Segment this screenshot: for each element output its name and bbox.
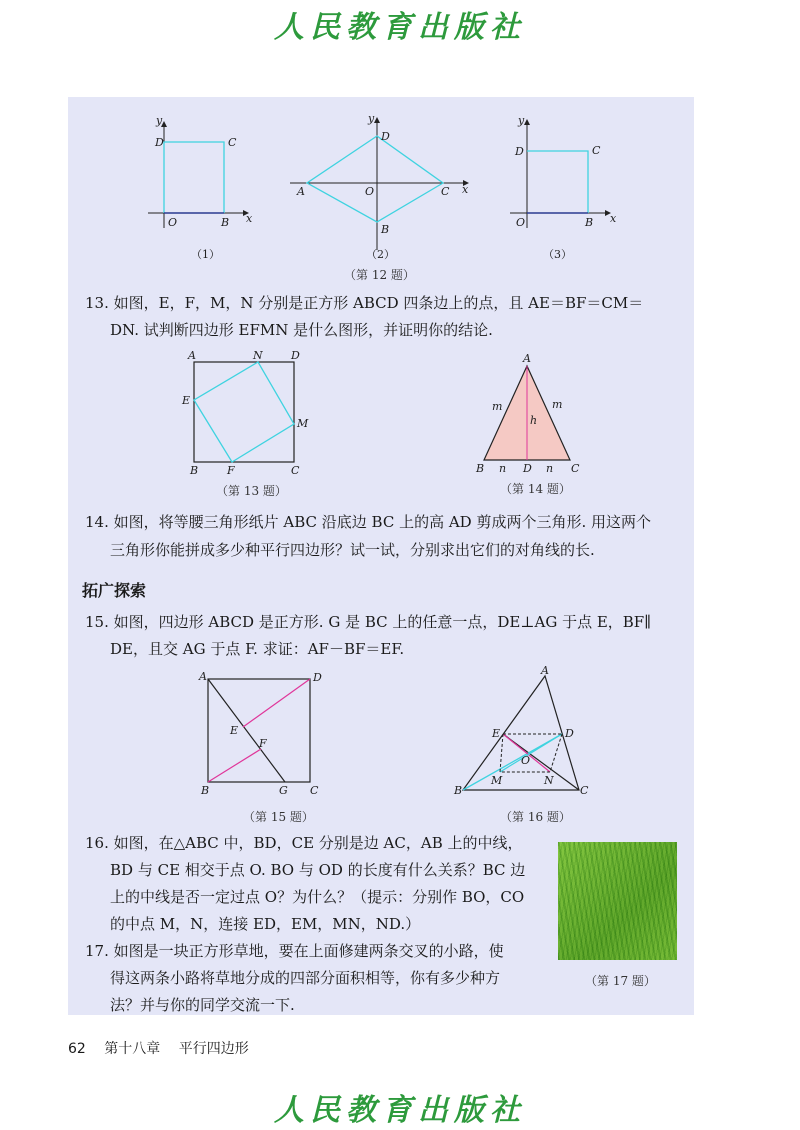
fig13-E: E (182, 394, 191, 407)
fig14-D: D (523, 462, 532, 475)
fig14-caption: （第 14 题） (500, 482, 571, 496)
q14-line2: 三角形你能拼成多少种平行四边形？试一试，分别求出它们的对角线的长. (110, 541, 595, 559)
q13-line1: 13. 如图，E，F，M，N 分别是正方形 ABCD 四条边上的点，且 AE＝BF＝CM＝ (85, 294, 644, 312)
fig12-2-y: y (368, 112, 375, 125)
fig12-1-O: O (168, 216, 178, 229)
q16-line4: 的中点 M，N，连接 ED，EM，MN，ND.） (110, 915, 421, 933)
fig14-n-left: n (499, 462, 507, 475)
q16-line1: 16. 如图，在△ABC 中，BD，CE 分别是边 AC，AB 上的中线， (85, 834, 523, 852)
fig16-E: E (492, 727, 501, 740)
fig13-F: F (227, 464, 235, 477)
q16-line3: 上的中线是否一定过点 O？为什么？（提示：分别作 BO，CO (110, 888, 525, 906)
fig14-B: B (476, 462, 485, 475)
fig12-3-B: B (585, 216, 594, 229)
fig12-1-y: y (156, 114, 163, 127)
figure-13 (180, 346, 320, 481)
q13-line2: DN. 试判断四边形 EFMN 是什么图形，并证明你的结论. (110, 321, 493, 339)
q16-line2: BD 与 CE 相交于点 O. BO 与 OD 的长度有什么关系？BC 边 (110, 861, 526, 879)
fig12-2-C: C (441, 185, 450, 198)
fig12-1-x: x (246, 212, 253, 225)
fig16-A: A (541, 664, 549, 677)
page-footer (68, 1038, 263, 1058)
q17-line2: 得这两条小路将草地分成的四部分面积相等，你有多少种方 (110, 969, 501, 987)
fig13-caption: （第 13 题） (216, 484, 287, 498)
fig12-1-C: C (228, 136, 237, 149)
fig13-A: A (188, 349, 196, 362)
figure-12 (140, 110, 640, 275)
fig12-3-C: C (592, 144, 601, 157)
fig12-sub1 (148, 114, 253, 229)
fig13-N: N (253, 349, 263, 362)
q15-line2: DE，且交 AG 于点 F. 求证：AF－BF＝EF. (110, 640, 405, 658)
fig15-F: F (259, 737, 267, 750)
publisher-logo-bottom: 人民教育出版社 (274, 1093, 526, 1128)
figure-15 (195, 668, 330, 803)
q17-line1: 17. 如图是一块正方形草地，要在上面修建两条交叉的小路，使 (85, 942, 504, 960)
fig17-caption: （第 17 题） (585, 974, 656, 988)
fig16-N: N (544, 774, 554, 787)
fig13-B: B (190, 464, 199, 477)
fig16-C: C (580, 784, 589, 797)
fig14-n-right: n (546, 462, 554, 475)
fig16-caption: （第 16 题） (500, 810, 571, 824)
fig15-D: D (313, 671, 322, 684)
chapter-label: 第十八章 (104, 1041, 161, 1057)
fig12-2-A: A (297, 185, 305, 198)
fig16-M: M (491, 774, 503, 787)
fig16-D: D (565, 727, 574, 740)
fig14-m-right: m (552, 398, 563, 411)
fig14-h: h (530, 414, 538, 427)
q14-line1: 14. 如图，将等腰三角形纸片 ABC 沿底边 BC 上的高 AD 剪成两个三角形. 用这两个 (85, 513, 652, 531)
fig12-2-B: B (381, 223, 390, 236)
fig12-3-y: y (518, 114, 525, 127)
fig14-A: A (523, 352, 531, 365)
fig12-3-label: （3） (543, 248, 572, 261)
fig14-m-left: m (492, 400, 503, 413)
q15-line1: 15. 如图，四边形 ABCD 是正方形. G 是 BC 上的任意一点，DE⊥AG 于点 E，BF∥ (85, 613, 652, 631)
publisher-logo-top: 人民教育出版社 (274, 10, 526, 45)
fig16-O: O (521, 754, 531, 767)
fig12-1-B: B (221, 216, 230, 229)
fig12-2-O: O (365, 185, 375, 198)
fig12-caption: （第 12 题） (344, 268, 415, 282)
fig13-D: D (291, 349, 300, 362)
grass-photo (558, 842, 677, 960)
fig12-3-D: D (515, 145, 524, 158)
figure-14 (470, 350, 590, 480)
fig12-3-O: O (516, 216, 526, 229)
figure-16 (450, 664, 600, 802)
page-number: 62 (68, 1041, 86, 1057)
fig12-2-D: D (381, 130, 390, 143)
fig12-1-D: D (155, 136, 164, 149)
fig12-2-label: （2） (366, 248, 395, 261)
fig12-sub2 (290, 112, 469, 250)
fig15-G: G (279, 784, 288, 797)
fig15-A: A (199, 670, 207, 683)
fig13-M: M (297, 417, 309, 430)
fig12-3-x: x (610, 212, 617, 225)
fig15-E: E (230, 724, 239, 737)
fig14-C: C (571, 462, 580, 475)
q17-line3: 法？并与你的同学交流一下. (110, 996, 295, 1014)
fig13-C: C (291, 464, 300, 477)
fig15-caption: （第 15 题） (243, 810, 314, 824)
fig15-C: C (310, 784, 319, 797)
fig15-B: B (201, 784, 210, 797)
fig12-2-x: x (462, 183, 469, 196)
section-title: 拓广探索 (82, 581, 147, 600)
fig12-sub3 (510, 114, 617, 229)
fig16-B: B (454, 784, 463, 797)
fig12-1-label: （1） (191, 248, 220, 261)
chapter-title: 平行四边形 (178, 1041, 249, 1057)
